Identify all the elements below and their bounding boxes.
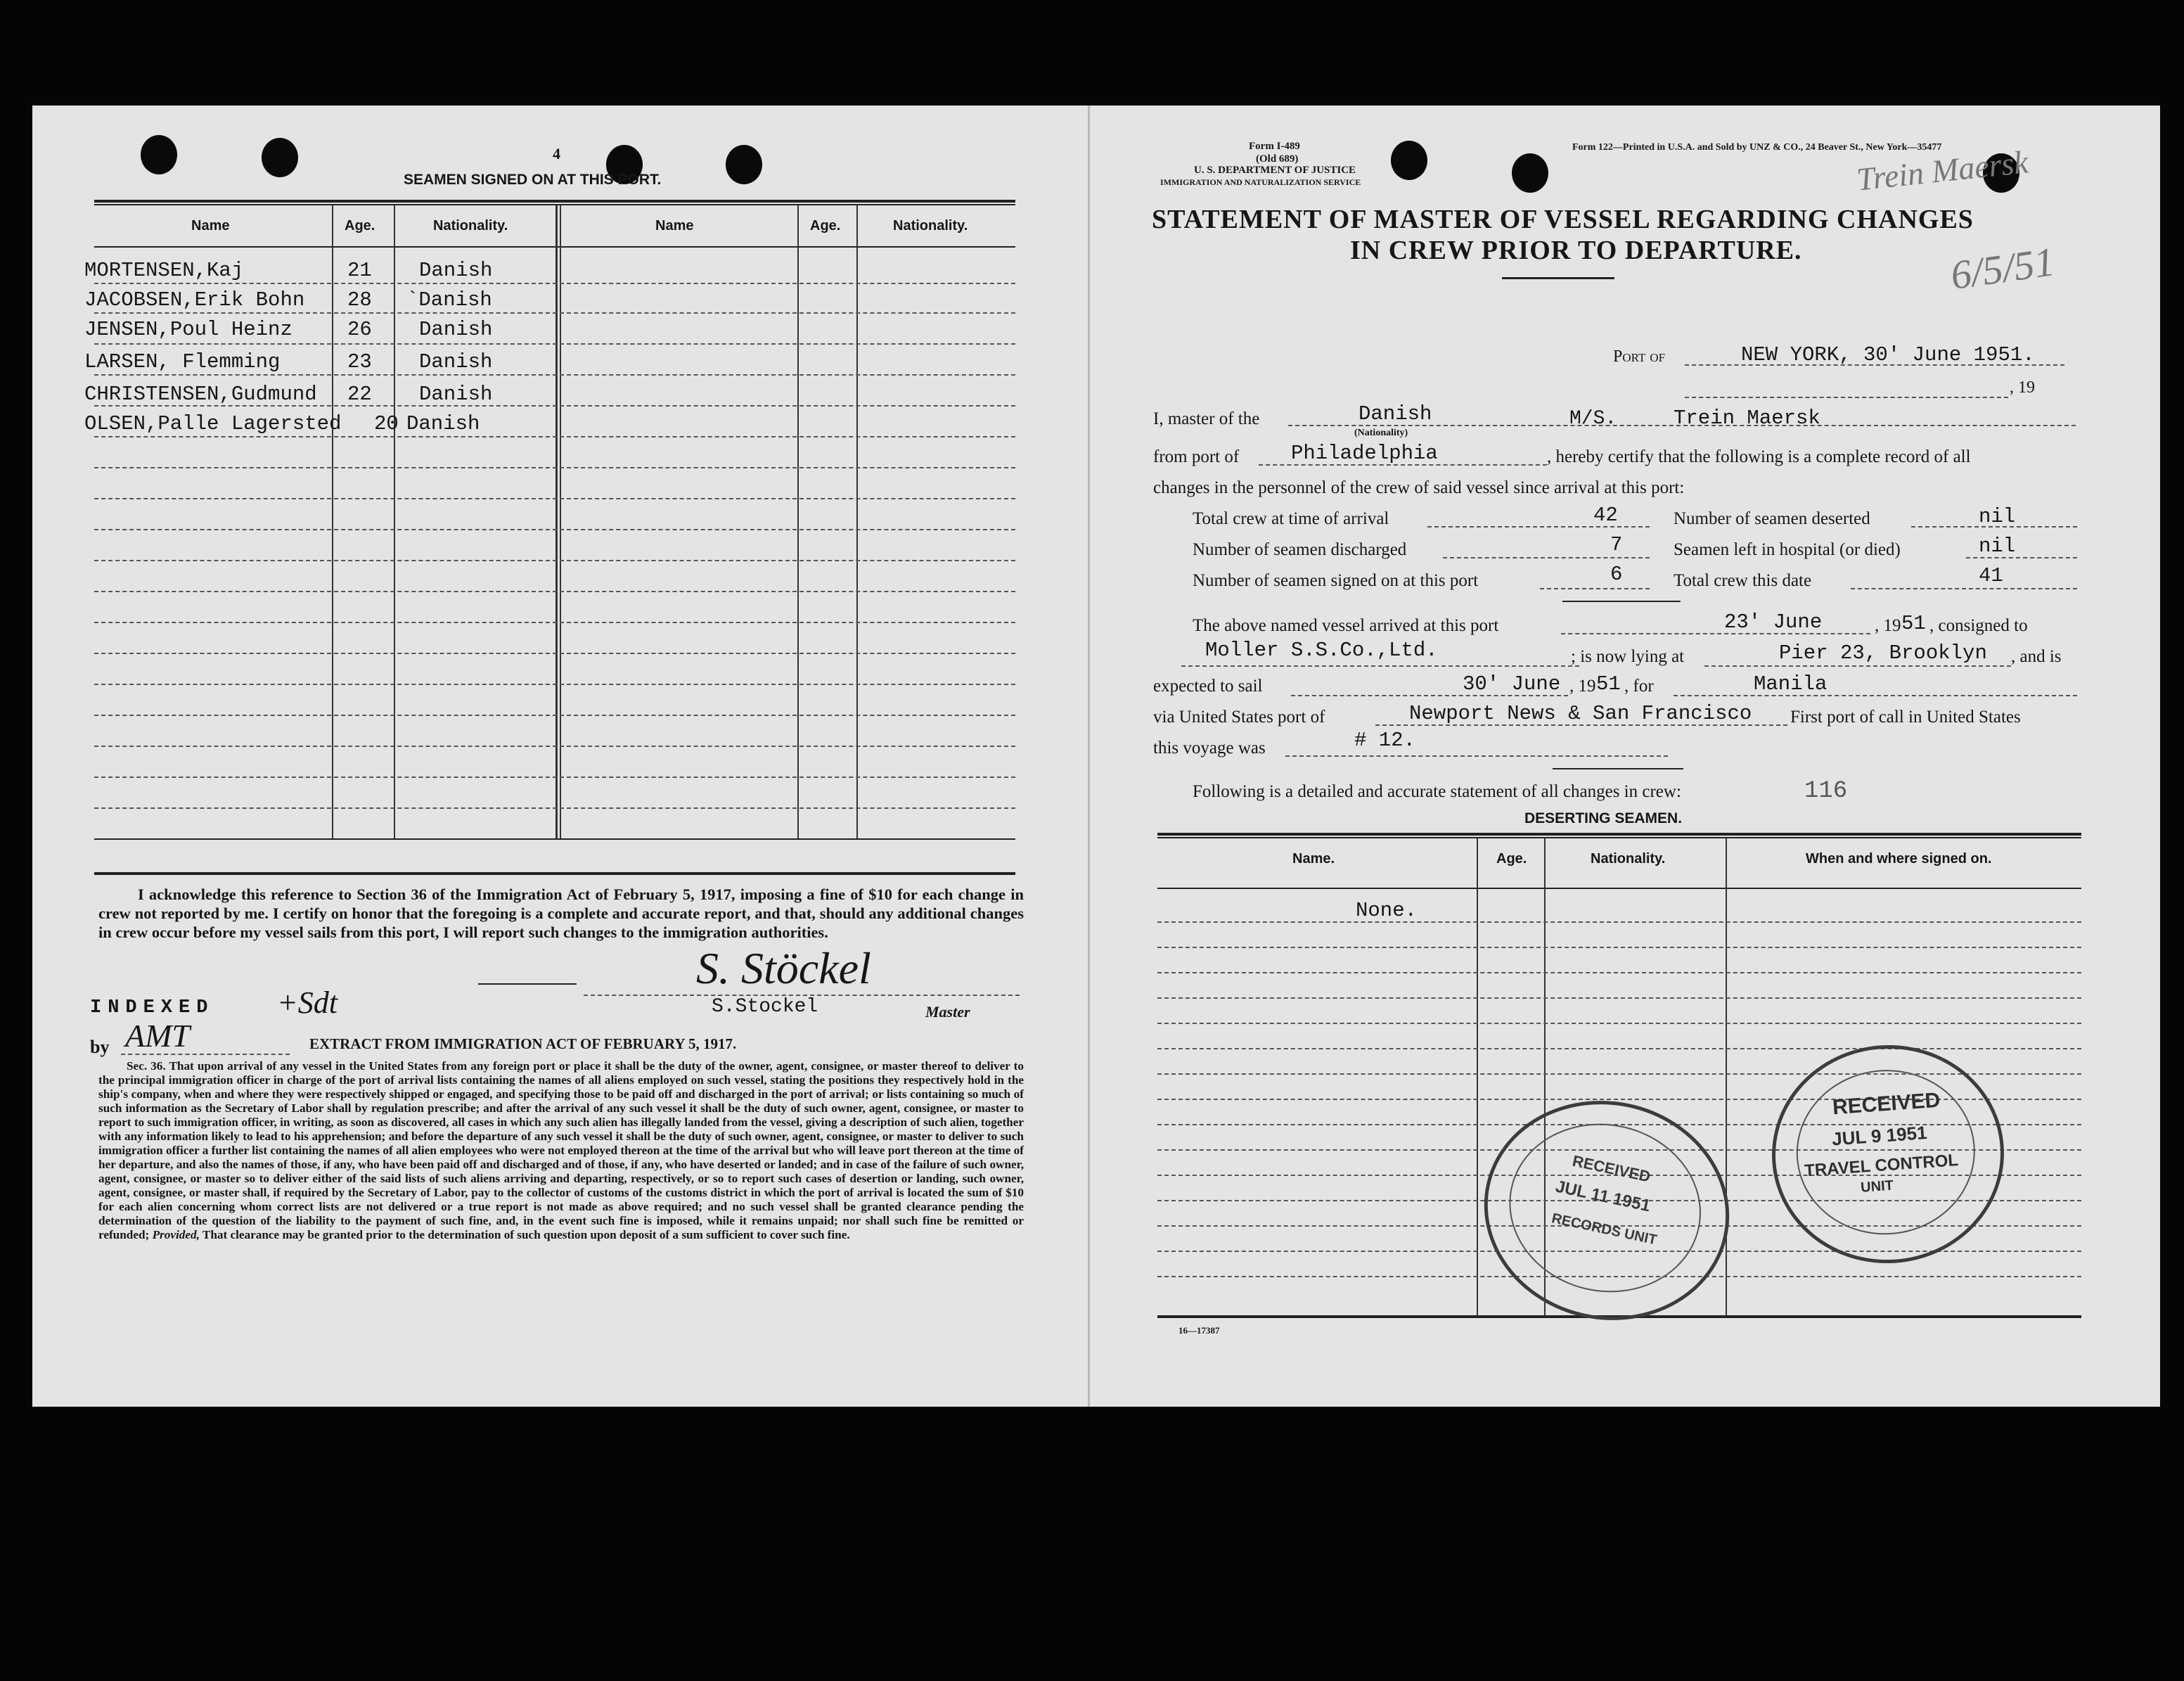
sail-date: 30' June — [1463, 672, 1561, 696]
seaman-name: JACOBSEN,Erik Bohn — [84, 288, 305, 312]
deserting-title: DESERTING SEAMEN. — [1524, 810, 1683, 826]
extract-text — [98, 1059, 1024, 1242]
column-header: Age. — [1496, 851, 1527, 867]
table-divider — [1477, 838, 1478, 1317]
port-label: Port of — [1613, 347, 1666, 366]
consignee-line — [1181, 665, 1579, 667]
punch-hole — [1512, 153, 1548, 193]
signer-typed: S.Stockel — [712, 996, 818, 1018]
service-name: IMMIGRATION AND NATURALIZATION SERVICE — [1160, 177, 1361, 187]
row-line — [94, 715, 1015, 716]
arrived-date: 23' June — [1724, 611, 1823, 634]
table-rule — [94, 838, 1015, 840]
port-value: NEW YORK, 30' June 1951. — [1741, 343, 2035, 366]
stamp-text: RECORDS UNIT — [1550, 1210, 1659, 1248]
stat-label: Number of seamen deserted — [1674, 509, 1870, 528]
table-rule — [1157, 888, 2081, 889]
row-line — [1157, 1023, 2081, 1024]
stamp-text: RECEIVED — [1832, 1088, 1941, 1120]
sail-year: 51 — [1596, 672, 1621, 696]
row-line — [1157, 947, 2081, 948]
column-header: Name. — [1292, 851, 1335, 867]
table-divider — [394, 205, 395, 838]
stat-line — [1443, 557, 1650, 558]
indexed-label: INDEXED — [90, 997, 214, 1018]
extract-tail: That clearance may be granted prior to the determination of such question upon deposit of a sum sufficient to cover such fine. — [202, 1228, 850, 1241]
table-divider — [856, 205, 858, 838]
lying-label: ; is now lying at — [1571, 647, 1685, 666]
lying-at-value: Pier 23, Brooklyn — [1779, 641, 1987, 665]
row-line — [94, 684, 1015, 685]
seaman-age: 21 — [347, 259, 372, 282]
column-header: Name — [191, 218, 230, 234]
table-divider — [797, 205, 799, 838]
stamp-text: UNIT — [1860, 1177, 1894, 1196]
table-rule — [94, 200, 1015, 203]
column-header: Nationality. — [433, 218, 508, 234]
stamp-date: JUL 9 1951 — [1831, 1122, 1928, 1150]
voyage-rule — [1553, 768, 1683, 769]
column-header: Age. — [810, 218, 841, 234]
table-rule — [94, 246, 1015, 248]
short-rule — [478, 983, 577, 985]
column-header: Nationality. — [1591, 851, 1666, 867]
table-rule — [1157, 833, 2081, 836]
seaman-age: 26 — [347, 318, 372, 341]
seaman-age: 23 — [347, 350, 372, 373]
stat-label: Number of seamen signed on at this port — [1193, 571, 1479, 590]
indexed-handwriting: +Sdt — [277, 985, 338, 1020]
statement-title: STATEMENT OF MASTER OF VESSEL REGARDING CHANGES — [1152, 205, 1974, 234]
year-suffix: , 19 — [2010, 378, 2035, 397]
stat-line — [1851, 588, 2077, 589]
row-line — [1157, 921, 2081, 923]
row-line — [94, 405, 1015, 407]
master-of-label: I, master of the — [1153, 409, 1260, 428]
certify-text: , hereby certify that the following is a complete record of all — [1547, 447, 1971, 466]
printer-note: Form 122—Printed in U.S.A. and Sold by UNZ & CO., 24 Beaver St., New York—35477 — [1572, 142, 1942, 153]
section-label: Sec. 36. — [127, 1059, 166, 1073]
for-label: , for — [1624, 677, 1654, 696]
acknowledgement-text: I acknowledge this reference to Section 36 of the Immigration Act of February 5, 1917, imposing a fine of $10 for each change in crew not reported by me. I certify on honor that the foregoing is a complete and accurate report, and that, should any additional changes in crew occur before my vessel sails from this port, I will report such changes to the immigration authorities. — [98, 886, 1024, 941]
voyage-value: # 12. — [1354, 729, 1416, 752]
stat-value: 6 — [1610, 563, 1623, 586]
row-line — [94, 467, 1015, 468]
master-label: Master — [925, 1003, 970, 1021]
seaman-nationality: `Danish — [406, 288, 492, 312]
arrived-label: The above named vessel arrived at this port — [1193, 616, 1499, 635]
master-signature: S. Stöckel — [696, 943, 871, 993]
row-line — [94, 529, 1015, 530]
seaman-nationality: Danish — [419, 318, 493, 341]
form-old-number: (Old 689) — [1256, 153, 1299, 165]
stamp-text: TRAVEL CONTROL — [1804, 1151, 1959, 1181]
date-line — [1685, 397, 2008, 398]
seaman-name: LARSEN, Flemming — [84, 350, 281, 373]
seaman-age: 20 — [374, 412, 399, 435]
nationality-value: Danish — [1358, 402, 1432, 426]
table-divider — [555, 205, 558, 838]
row-line — [1157, 1048, 2081, 1049]
sail-year-prefix: , 19 — [1569, 677, 1596, 696]
seaman-name: OLSEN,Palle Lagersted — [84, 412, 342, 435]
voyage-line — [1285, 755, 1668, 757]
stats-rule — [1562, 601, 1681, 602]
changes-text: changes in the personnel of the crew of said vessel since arrival at this port: — [1153, 478, 1685, 497]
lying-line — [1704, 665, 2011, 667]
row-line — [94, 746, 1015, 747]
stat-value: nil — [1979, 505, 2016, 528]
ms-label: M/S. — [1569, 408, 1617, 430]
row-line — [94, 283, 1015, 284]
by-line — [121, 1054, 290, 1055]
nationality-caption: (Nationality) — [1354, 428, 1408, 438]
stamp-text: RECEIVED — [1571, 1151, 1652, 1186]
consigned-label: , consigned to — [1929, 616, 2028, 635]
table-rule — [94, 204, 1015, 205]
and-is-label: , and is — [2011, 647, 2062, 666]
column-header: Nationality. — [893, 218, 968, 234]
table-divider — [1726, 838, 1727, 1317]
title-rule — [1502, 277, 1614, 279]
row-line — [1157, 972, 2081, 973]
seaman-nationality: Danish — [419, 259, 493, 282]
arrived-line — [1561, 633, 1870, 634]
stamp-inner-ring — [1494, 1106, 1716, 1310]
seaman-nationality: Danish — [419, 383, 493, 406]
following-label: Following is a detailed and accurate statement of all changes in crew: — [1193, 782, 1681, 801]
seaman-age: 28 — [347, 288, 372, 312]
section-title: SEAMEN SIGNED ON AT THIS PORT. — [404, 172, 662, 188]
row-line — [94, 312, 1015, 314]
column-header: Age. — [345, 218, 375, 234]
table-divider — [332, 205, 333, 838]
row-line — [94, 374, 1015, 376]
stat-line — [1540, 588, 1650, 589]
expected-label: expected to sail — [1153, 677, 1263, 696]
punch-hole — [1391, 141, 1427, 180]
seaman-nationality: Danish — [419, 350, 493, 373]
stat-value: 7 — [1610, 533, 1623, 556]
column-header: When and where signed on. — [1806, 851, 1992, 867]
destination-value: Manila — [1754, 672, 1828, 696]
by-handwriting: AMT — [125, 1018, 190, 1054]
table-divider — [560, 205, 561, 838]
stat-label: Total crew at time of arrival — [1193, 509, 1389, 528]
extract-title: EXTRACT FROM IMMIGRATION ACT OF FEBRUARY 5, 1917. — [309, 1035, 737, 1052]
stat-value: 42 — [1593, 504, 1618, 527]
row-line — [94, 343, 1015, 345]
punch-hole — [726, 145, 762, 184]
consignee-value: Moller S.S.Co.,Ltd. — [1205, 639, 1438, 662]
table-rule — [1157, 837, 2081, 838]
row-line — [94, 653, 1015, 654]
seaman-name: CHRISTENSEN,Gudmund — [84, 383, 317, 406]
stat-label: Total crew this date — [1674, 571, 1812, 590]
provided-label: Provided, — [152, 1228, 200, 1241]
via-ports-value: Newport News & San Francisco — [1409, 702, 1752, 725]
arrived-year: 51 — [1901, 612, 1926, 635]
page-number: 4 — [553, 145, 560, 162]
by-label: by — [90, 1037, 110, 1057]
row-line — [94, 622, 1015, 623]
column-header: Name — [655, 218, 694, 234]
arrived-year-prefix: , 19 — [1875, 616, 1901, 635]
seaman-name: MORTENSEN,Kaj — [84, 259, 244, 282]
seaman-nationality: Danish — [406, 412, 480, 435]
center-fold — [1088, 106, 1090, 1407]
punch-hole — [262, 138, 298, 177]
form-number: Form I-489 — [1249, 141, 1300, 152]
corner-handwriting: Trein Maersk — [1855, 143, 2030, 198]
deserting-entry: None. — [1356, 899, 1418, 922]
from-port-label: from port of — [1153, 447, 1240, 466]
footer-code: 16—17387 — [1178, 1325, 1220, 1336]
table-rule — [94, 872, 1015, 875]
vessel-name: Trein Maersk — [1674, 407, 1820, 430]
from-port-value: Philadelphia — [1291, 442, 1438, 465]
row-line — [1157, 997, 2081, 999]
department-name: U. S. DEPARTMENT OF JUSTICE — [1194, 165, 1356, 176]
extract-body: That upon arrival of any vessel in the United States from any foreign port or place it shall be the duty of the owner, agent, consignee, or master thereof to deliver to the principal immigration officer in charge of the port of arrival lists containing the names of all aliens employed on such vessel, stating the positions they respectively hold in the ship's company, when and where they were respectively shipped or engaged, and specifying those to be paid off and discharged in the port of arrival; or lists containing so much of such information as the Secretary of Labor shall by regulation prescribe; and after the arrival of any such vessel it shall be the duty of such owner, agent, consignee, or master to report to such immigration officer, in writing, as soon as discovered, all cases in which any such alien has illegally landed from the vessel, giving a description of such alien, together with any information likely to lead to his apprehension; and before the departure of any such vessel it shall be the duty of such owner, agent, consignee, or master to deliver to such immigration officer a further list containing the names of all alien employees who were not employed thereon at the time of the arrival but who will leave port thereon at the time of her departure, and also the names of those, if any, who have been paid off and discharged and of those, if any, who have deserted or landed; and in case of the failure of such owner, agent, consignee, or master so to deliver either of the said lists of such aliens arriving and departing, respectively, or so to report such cases of desertion or landing, such owner, agent, consignee, or master shall, if required by the Secretary of Labor, pay to the collector of customs of the customs district in which the port of arrival is located the sum of $10 for each alien concerning whom correct lists are not delivered or a true report is not made as above required; and no such vessel shall be granted clearance pending the determination of the question of the liability to the payment of such fine, and, in the event such fine is imposed, while it remains unpaid; nor shall such fine be remitted or refunded; — [98, 1059, 1024, 1241]
via-label: via United States port of — [1153, 708, 1325, 727]
row-line — [94, 560, 1015, 561]
stat-value: nil — [1979, 535, 2016, 558]
row-line — [94, 776, 1015, 778]
row-line — [94, 436, 1015, 437]
first-port-label: First port of call in United States — [1790, 708, 2021, 727]
stat-label: Seamen left in hospital (or died) — [1674, 540, 1901, 559]
following-value: 116 — [1804, 778, 1848, 805]
punch-hole — [141, 135, 177, 174]
row-line — [94, 807, 1015, 809]
row-line — [94, 498, 1015, 499]
seaman-name: JENSEN,Poul Heinz — [84, 318, 293, 341]
corner-date-handwriting: 6/5/51 — [1948, 238, 2058, 298]
stamp-date: JUL 11 1951 — [1553, 1177, 1652, 1216]
destination-line — [1674, 695, 2077, 696]
voyage-label: this voyage was — [1153, 739, 1266, 758]
stat-value: 41 — [1979, 564, 2003, 587]
statement-title-line2: IN CREW PRIOR TO DEPARTURE. — [1350, 236, 1802, 265]
row-line — [94, 591, 1015, 592]
seaman-age: 22 — [347, 383, 372, 406]
stat-label: Number of seamen discharged — [1193, 540, 1407, 559]
